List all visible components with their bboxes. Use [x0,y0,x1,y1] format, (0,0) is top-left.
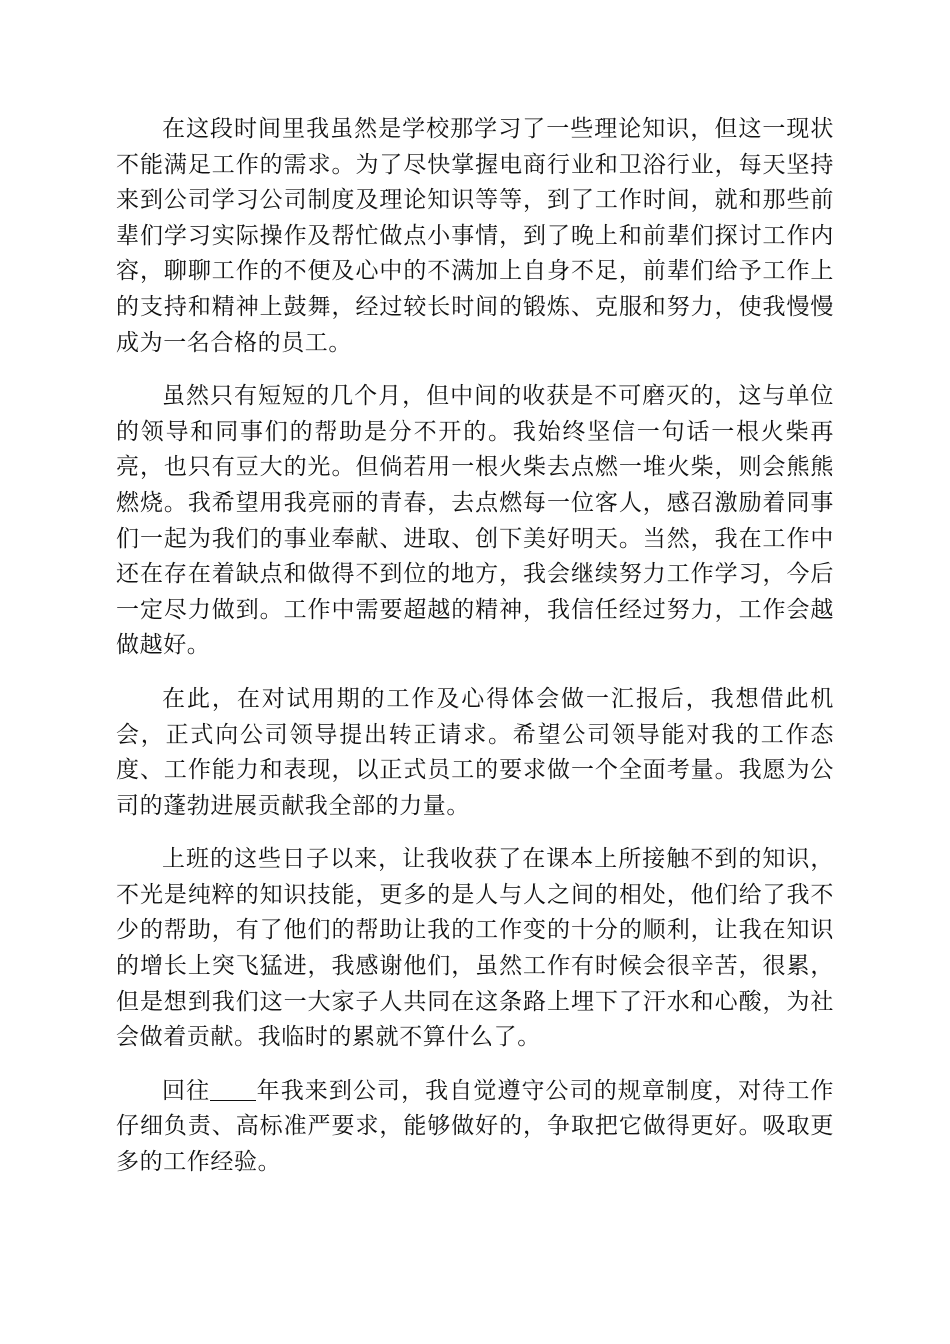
paragraph-1: 在这段时间里我虽然是学校那学习了一些理论知识，但这一现状不能满足工作的需求。为了尽快掌握电商行业和卫浴行业，每天坚持来到公司学习公司制度及理论知识等等，到了工作时间，就和那些前辈们学习实际操作及帮忙做点小事情，到了晚上和前辈们探讨工作内容，聊聊工作的不便及心中的不满加上自身不足，前辈们给予工作上的支持和精神上鼓舞，经过较长时间的锻炼、克服和努力，使我慢慢成为一名合格的员工。 [116,116,834,356]
paragraph-5-rest: 年我来到公司，我自觉遵守公司的规章制度，对待工作仔细负责、高标准严要求，能够做好的，争取把它做得更好。吸取更多的工作经验。 [116,1077,834,1176]
paragraph-5 [116,1074,834,1181]
paragraph-3: 在此，在对试用期的工作及心得体会做一汇报后，我想借此机会，正式向公司领导提出转正请求。希望公司领导能对我的工作态度、工作能力和表现，以正式员工的要求做一个全面考量。我愿为公司的蓬勃进展贡献我全部的力量。 [116,685,834,819]
paragraph-4: 上班的这些日子以来，让我收获了在课本上所接触不到的知识，不光是纯粹的知识技能，更多的是人与人之间的相处，他们给了我不少的帮助，有了他们的帮助让我的工作变的十分的顺利，让我在知识的增长上突飞猛进，我感谢他们，虽然工作有时候会很辛苦，很累，但是想到我们这一大家子人共同在这条路上埋下了汗水和心酸，为社会做着贡献。我临时的累就不算什么了。 [116,846,834,1051]
fill-in-blank [210,1077,256,1101]
paragraph-5-lead: 回往 [162,1077,211,1104]
paragraph-2: 虽然只有短短的几个月，但中间的收获是不可磨灭的，这与单位的领导和同事们的帮助是分不开的。我始终坚信一句话一根火柴再亮，也只有豆大的光。但倘若用一根火柴去点燃一堆火柴，则会熊熊燃烧。我希望用我亮丽的青春，去点燃每一位客人，感召激励着同事们一起为我们的事业奉献、进取、创下美好明天。当然，我在工作中还在存在着缺点和做得不到位的地方，我会继续努力工作学习，今后一定尽力做到。工作中需要超越的精神，我信任经过努力，工作会越做越好。 [116,383,834,659]
document-body [116,112,834,1181]
